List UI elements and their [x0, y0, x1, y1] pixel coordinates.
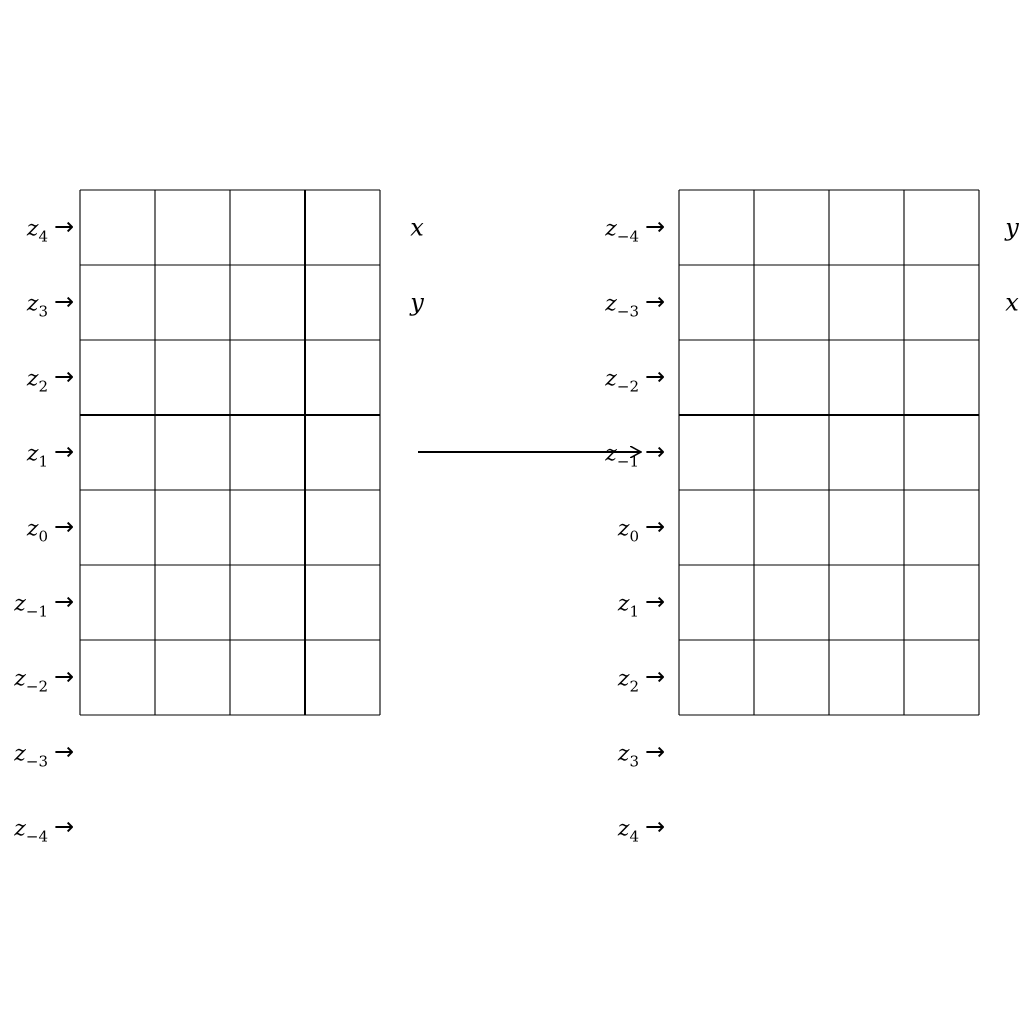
- right-side-variable: x: [1005, 288, 1019, 317]
- left-side-variable: x: [410, 213, 424, 242]
- right-row-arrow-icon: →: [645, 662, 666, 691]
- left-row-label: $z_1$: [26, 441, 48, 471]
- left-row-arrow-icon: →: [54, 437, 75, 466]
- right-row-label: $z_{-4}$: [605, 216, 639, 246]
- right-row-arrow-icon: →: [645, 587, 666, 616]
- left-row-arrow-icon: →: [54, 212, 75, 241]
- right-row-arrow-icon: →: [645, 812, 666, 841]
- right-row-arrow-icon: →: [645, 512, 666, 541]
- right-row-arrow-icon: →: [645, 737, 666, 766]
- left-row-arrow-icon: →: [54, 512, 75, 541]
- right-row-arrow-icon: →: [645, 212, 666, 241]
- left-row-arrow-icon: →: [54, 662, 75, 691]
- right-row-labels: [604, 213, 665, 846]
- left-row-arrow-icon: →: [54, 587, 75, 616]
- right-side-variable: y: [1005, 213, 1019, 242]
- right-grid: [679, 190, 979, 715]
- left-row-label: $z_3$: [26, 291, 48, 321]
- right-row-label: $z_{-3}$: [605, 291, 639, 321]
- left-side-labels: [409, 214, 424, 317]
- left-row-label: $z_2$: [26, 366, 48, 396]
- left-row-label: $z_{-3}$: [14, 741, 48, 771]
- right-row-label: $z_1$: [617, 591, 639, 621]
- right-row-arrow-icon: →: [645, 287, 666, 316]
- right-row-label: $z_4$: [617, 816, 639, 846]
- left-row-label: $z_{-1}$: [14, 591, 48, 621]
- left-row-arrow-icon: →: [54, 812, 75, 841]
- right-row-label: $z_{-2}$: [605, 366, 639, 396]
- left-row-arrow-icon: →: [54, 737, 75, 766]
- right-row-label: $z_3$: [617, 741, 639, 771]
- right-side-labels: [1004, 214, 1019, 317]
- right-row-arrow-icon: →: [645, 437, 666, 466]
- left-row-label: $z_0$: [26, 516, 48, 546]
- left-row-label: $z_4$: [26, 216, 48, 246]
- right-row-arrow-icon: →: [645, 362, 666, 391]
- left-row-arrow-icon: →: [54, 362, 75, 391]
- right-row-label: $z_2$: [617, 666, 639, 696]
- left-grid: [80, 190, 380, 715]
- right-row-label: $z_0$: [617, 516, 639, 546]
- left-side-variable: y: [410, 288, 424, 317]
- right-row-label: $z_{-1}$: [605, 441, 639, 471]
- left-row-label: $z_{-2}$: [14, 666, 48, 696]
- left-row-label: $z_{-4}$: [14, 816, 48, 846]
- left-row-arrow-icon: →: [54, 287, 75, 316]
- left-row-labels: [13, 213, 74, 846]
